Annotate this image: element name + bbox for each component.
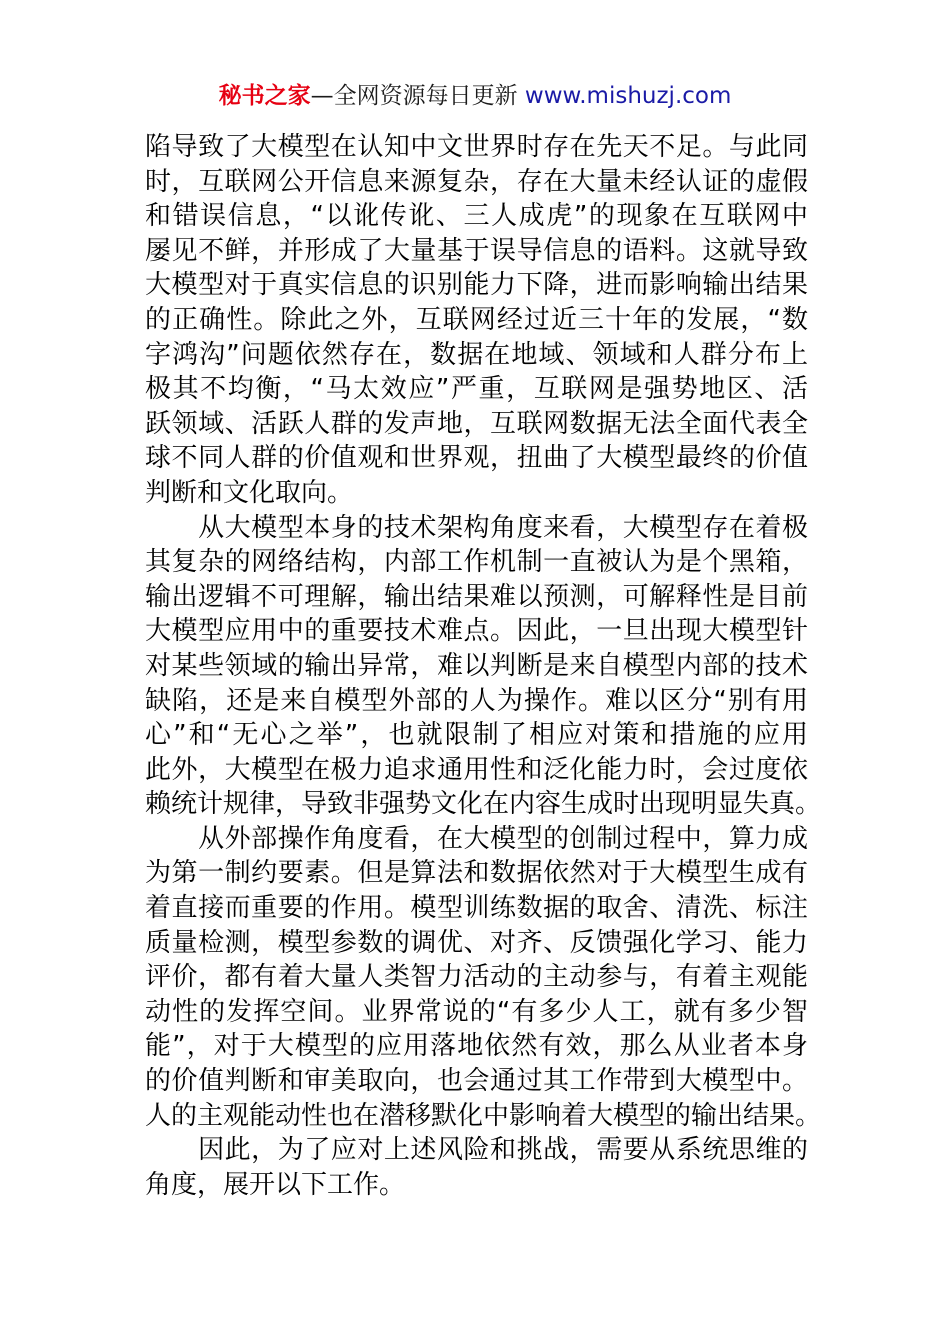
text-line: 心”和“无心之举”，也就限制了相应对策和措施的应用 (145, 720, 808, 751)
text-line: 陷导致了大模型在认知中文世界时存在先天不足。与此同 (145, 132, 808, 162)
text-line: 赖统计规律，导致非强势文化在内容生成时出现明显失真。 (145, 789, 822, 820)
text-line: 评价，都有着大量人类智力活动的主动参与，有着主观能 (145, 962, 808, 993)
text-line: 的价值判断和审美取向，也会通过其工作带到大模型中。 (145, 1066, 808, 1097)
text-line: 跃领域、活跃人群的发声地，互联网数据无法全面代表全 (145, 408, 808, 439)
text-line: 字鸿沟”问题依然存在，数据在地域、领域和人群分布上 (145, 339, 808, 370)
page-header (0, 80, 950, 112)
text-line: 对某些领域的输出异常，难以判断是来自模型内部的技术 (145, 650, 808, 681)
text-line: 质量检测，模型参数的调优、对齐、反馈强化学习、能力 (145, 927, 808, 958)
text-line: 极其不均衡，“马太效应”严重，互联网是强势地区、活 (145, 374, 808, 405)
text-line: 为第一制约要素。但是算法和数据依然对于大模型生成有 (145, 858, 808, 889)
site-tagline: —全网资源每日更新 (310, 83, 525, 109)
text-line: 从大模型本身的技术架构角度来看，大模型存在着极 (145, 512, 808, 543)
text-line: 能”，对于大模型的应用落地依然有效，那么从业者本身 (145, 1031, 808, 1062)
text-line: 时，互联网公开信息来源复杂，存在大量未经认证的虚假 (145, 166, 808, 197)
text-line: 球不同人群的价值观和世界观，扭曲了大模型最终的价值 (145, 443, 808, 474)
text-line: 其复杂的网络结构，内部工作机制一直被认为是个黑箱， (145, 547, 808, 578)
text-line: 此外，大模型在极力追求通用性和泛化能力时，会过度依 (145, 754, 808, 785)
text-line: 判断和文化取向。 (145, 477, 354, 508)
text-line: 从外部操作角度看，在大模型的创制过程中，算力成 (145, 823, 808, 854)
text-line: 因此，为了应对上述风险和挑战，需要从系统思维的 (145, 1135, 808, 1166)
text-line: 的正确性。除此之外，互联网经过近三十年的发展，“数 (145, 304, 808, 335)
text-line: 角度，展开以下工作。 (145, 1169, 406, 1200)
text-line: 输出逻辑不可理解，输出结果难以预测，可解释性是目前 (145, 581, 808, 612)
text-line: 着直接而重要的作用。模型训练数据的取舍、清洗、标注 (145, 893, 808, 924)
site-brand: 秘书之家 (218, 83, 311, 109)
text-line: 缺陷，还是来自模型外部的人为操作。难以区分“别有用 (145, 685, 808, 716)
document-body (145, 130, 822, 1202)
text-line: 动性的发挥空间。业界常说的“有多少人工，就有多少智 (145, 996, 808, 1027)
text-line: 和错误信息，“以讹传讹、三人成虎”的现象在互联网中 (145, 201, 808, 232)
text-line: 人的主观能动性也在潜移默化中影响着大模型的输出结果。 (145, 1100, 822, 1131)
site-url-link[interactable]: www.mishuzj.com (524, 83, 732, 109)
text-line: 大模型对于真实信息的识别能力下降，进而影响输出结果 (145, 270, 808, 301)
text-line: 大模型应用中的重要技术难点。因此，一旦出现大模型针 (145, 616, 808, 647)
text-line: 屡见不鲜，并形成了大量基于误导信息的语料。这就导致 (145, 235, 808, 266)
